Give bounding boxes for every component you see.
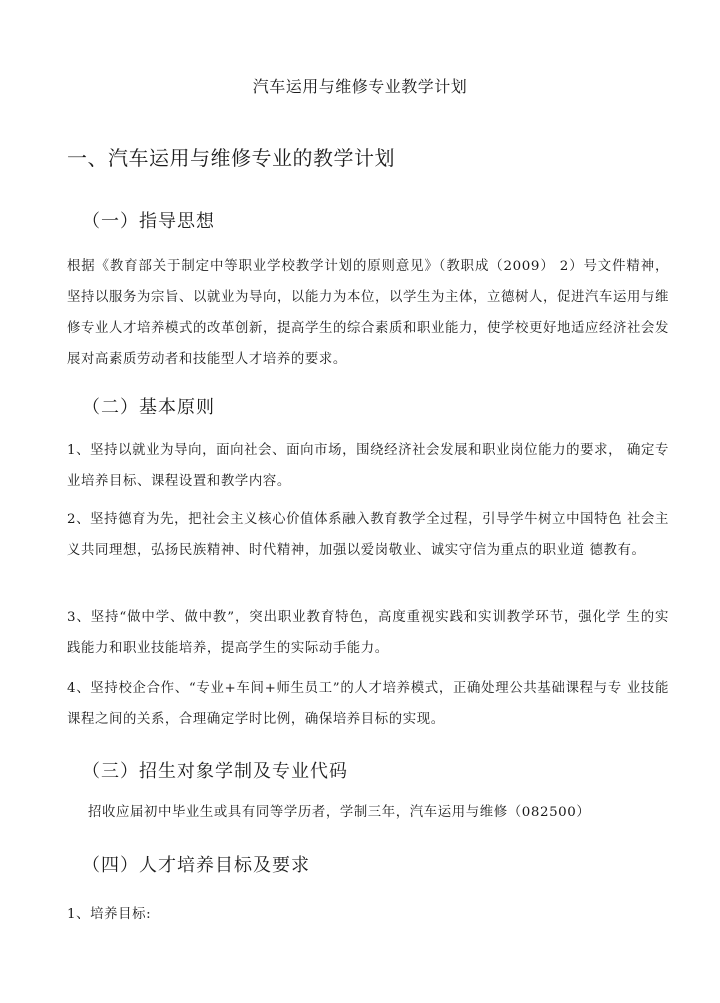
principle-item-4: 4、坚持校企合作、“专业+车间+师生员工”的人才培养模式，正确处理公共基础课程与专 业技能课程之间的关系，合理确定学时比例，确保培养目标的实现。 [67, 681, 669, 727]
principle-item-1: 1、坚持以就业为导向，面向社会、面向市场，围绕经济社会发展和职业岗位能力的要求， 确定专业培养目标、课程设置和教学内容。 [67, 443, 669, 489]
principle-item-2: 2、坚持德育为先，把社会主义核心价值体系融入教育教学全过程，引导学牛树立中国特色 社会主义共同理想，弘扬民族精神、时代精神，加强以爱岗敬业、诚实守信为重点的职业道 德教有。 [67, 512, 669, 558]
subsection-heading-basic-principles: （二）基本原则 [82, 397, 215, 418]
paragraph-enrollment: 招收应届初中毕业生或具有同等学历者，学制三年，汽车运用与维修（082500） [88, 805, 591, 820]
subsection-heading-training-goals: （四）人才培养目标及要求 [82, 855, 310, 876]
subsection-heading-guiding-ideology: （一）指导思想 [82, 211, 215, 232]
paragraph-guiding-ideology: 根据《教育部关于制定中等职业学校教学计划的原则意见》（教职成（2009） 2）号文件精神，坚持以服务为宗旨、以就业为导向，以能力为本位，以学生为主体，立德树人，促进汽车运用与维修专业人才培养模式的改革创新，提高学生的综合素质和职业能力，使学校更好地适应经济社会发展对高素质劳动者和技能型人才培养的要求。 [67, 259, 669, 367]
training-goal-item-1: 1、培养目标: [67, 907, 152, 922]
section-heading-1: 一、汽车运用与维修专业的教学计划 [67, 146, 395, 170]
subsection-heading-enrollment: （三）招生对象学制及专业代码 [82, 761, 348, 782]
principle-item-3: 3、坚持“做中学、做中教”，突出职业教育特色，高度重视实践和实训教学环节，强化学 生的实践能力和职业技能培养，提高学生的实际动手能力。 [67, 610, 669, 656]
document-title: 汽车运用与维修专业教学计划 [252, 77, 468, 96]
